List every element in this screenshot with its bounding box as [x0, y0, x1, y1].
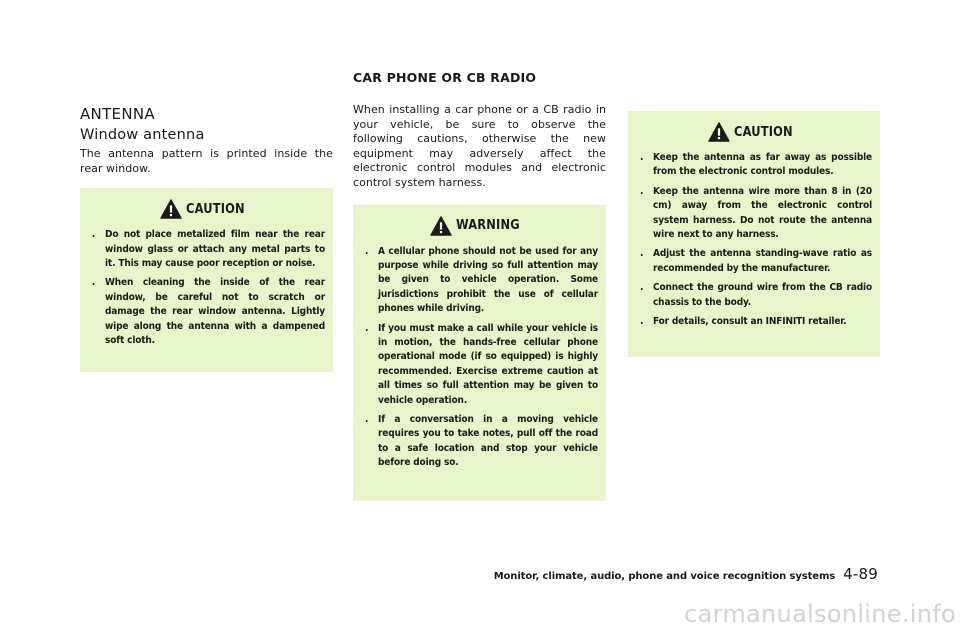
list-item: . Adjust the antenna standing-wave ratio as recommended by the manufacturer. [640, 248, 872, 274]
subheading-window-antenna: Window antenna [80, 127, 205, 143]
caution-list [88, 228, 325, 348]
page-footer [494, 565, 878, 583]
caution-header [88, 196, 325, 222]
column-antenna [80, 105, 333, 372]
list-item: . Keep the antenna as far away as possible from the electronic control modules. [640, 152, 872, 178]
list-item: . When cleaning the inside of the rear window, be careful not to scratch or damage the rear window antenna. Lightly wipe along the antenna with a dampened soft cloth. [92, 277, 325, 347]
warning-label: WARNING [456, 218, 521, 234]
heading-antenna: ANTENNA [80, 105, 155, 123]
warning-list [361, 245, 598, 471]
intro-paragraph: When installing a car phone or a CB radio in your vehicle, be sure to observe the following cautions, otherwise the new equipment may adversely affect the electronic control modules and electronic control system harness. [353, 103, 606, 189]
column-car-phone [353, 103, 606, 501]
caution-list [636, 151, 872, 329]
caution-label: CAUTION [186, 201, 245, 217]
list-item: . If a conversation in a moving vehicle requires you to take notes, pull off the road to a safe location and stop your vehicle before doing so. [365, 414, 598, 469]
warning-triangle-icon [708, 122, 730, 142]
column-cb-caution [628, 111, 880, 357]
list-item: . If you must make a call while your vehicle is in motion, the hands-free cellular phone operational mode (if so equipped) is highly recommended. Exercise extreme caution at all times so full attention may be given to vehicle operation. [365, 322, 598, 406]
warning-triangle-icon [160, 199, 182, 219]
caution-box [628, 111, 880, 357]
warning-triangle-icon [430, 216, 452, 236]
page-number: 4-89 [843, 565, 878, 583]
warning-box [353, 205, 606, 501]
warning-header [361, 213, 598, 239]
list-item: . A cellular phone should not be used for any purpose while driving so full attention may be given to vehicle operation. Some jurisdictions prohibit the use of cellular phones while driving. [365, 245, 598, 315]
footer-chapter-title: Monitor, climate, audio, phone and voice recognition systems [493, 571, 836, 582]
section-title: CAR PHONE OR CB RADIO [353, 70, 537, 85]
list-item: . Connect the ground wire from the CB radio chassis to the body. [640, 282, 872, 308]
caution-box [80, 188, 333, 372]
list-item: . Keep the antenna wire more than 8 in (20 cm) away from the electronic control system harness. Do not route the antenna wire next to any harness. [640, 185, 872, 241]
list-item: . Do not place metalized film near the rear window glass or attach any metal parts to it. This may cause poor reception or noise. [92, 229, 325, 269]
caution-label: CAUTION [733, 124, 793, 140]
caution-header [636, 119, 872, 145]
watermark: carmanualsonline.info [684, 600, 956, 628]
list-item: . For details, consult an INFINITI retailer. [640, 316, 847, 328]
intro-paragraph: The antenna pattern is printed inside the rear window. [80, 147, 333, 175]
